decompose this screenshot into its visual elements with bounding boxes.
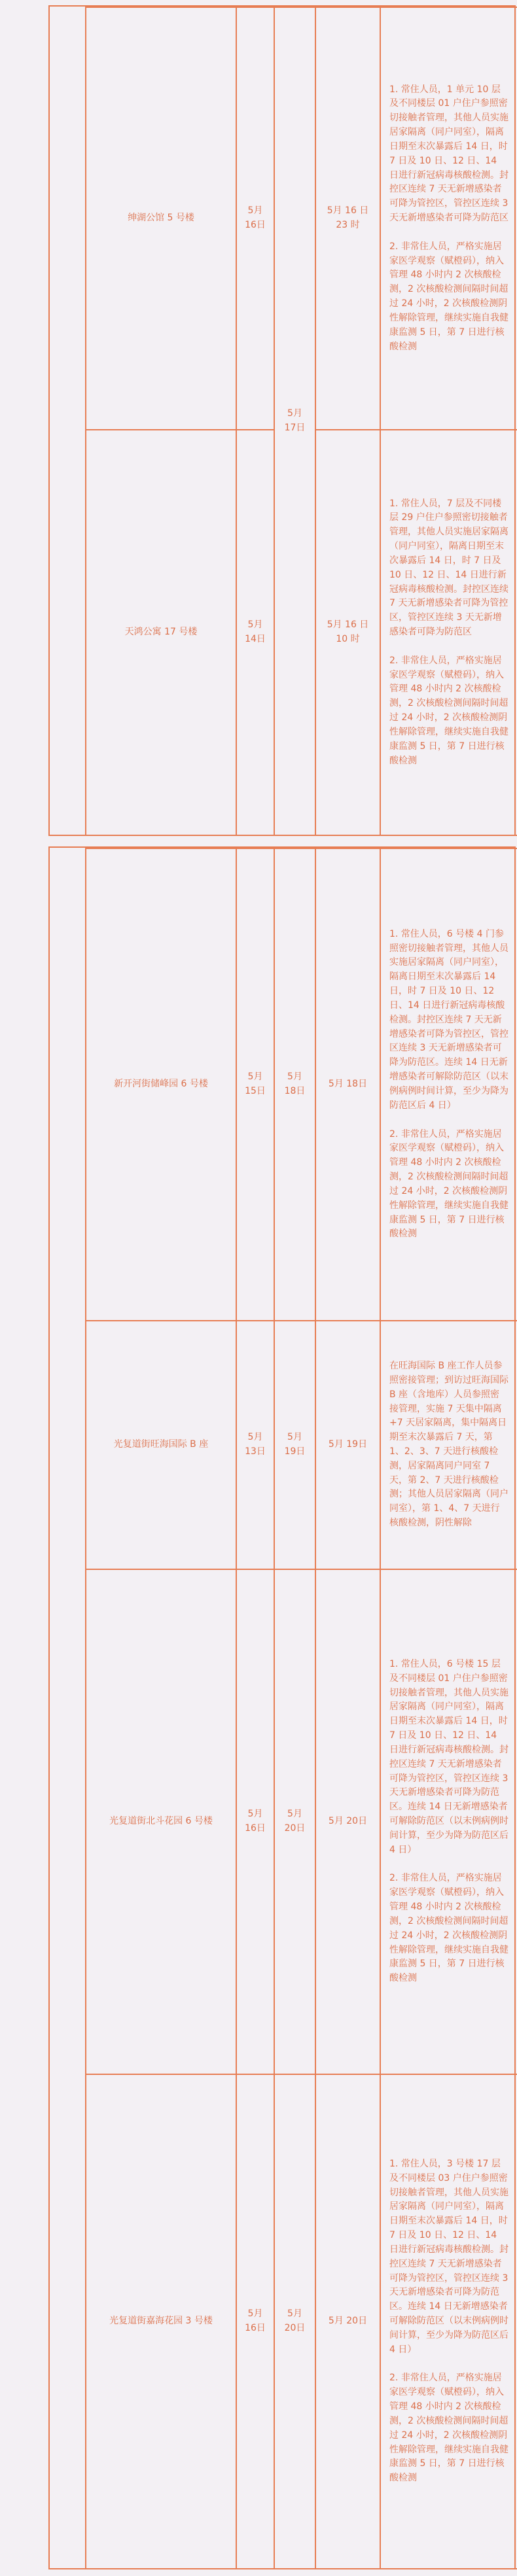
measure-paragraph: 1. 常住人员，7 层及不同楼层 29 户住户参照密切接触者管理，其他人员实施居家隔离（同户同室），隔离日期至末次暴露后 14 日，时 7 日及 10 日、12 日、14 日进行新冠病毒核酸检测。封控区连续 7 天无新增感染者可降为管控区，管控区连续 3 天无新增感染者可降为防范区	[389, 498, 508, 637]
date-cell: 5月 15日	[236, 848, 274, 1321]
date-cell: 5月 14日	[236, 430, 274, 835]
time-cell: 5月 16 日 23 时	[315, 7, 380, 430]
measure-paragraph: 2. 非常住人员，严格实施居家医学观察（赋橙码），纳入管理 48 小时内 2 次核酸检测，2 次核酸检测间隔时间超过 24 小时，2 次核酸检测阴性解除管理，继续实施自我健康监测 5 日，第 7 日进行核酸检测	[389, 1873, 508, 1984]
location-cell: 光复道街北斗花园 6 号楼	[86, 1569, 236, 2074]
date-cell: 5月 16日	[236, 1569, 274, 2074]
table-row	[86, 7, 517, 430]
time-cell: 5月 20日	[315, 2074, 380, 2569]
table-row	[86, 2074, 517, 2569]
table-row	[86, 1569, 517, 2074]
measure-paragraph: 1. 常住人员，1 单元 10 层及不同楼层 01 户住户参照密切接触者管理，其他人员实施居家隔离（同户同室），隔离日期至末次暴露后 14 日，时 7 日及 10 日、12 日、14 日进行新冠病毒核酸检测。封控区连续 7 天无新增感染者可降为管控区，管控区连续 3 天无新增感染者可降为防范区	[389, 84, 508, 223]
date-cell: 5月 20日	[274, 1569, 315, 2074]
shared-date-cell: 5月 17日	[274, 7, 315, 835]
location-cell: 新开河街储峰园 6 号楼	[86, 848, 236, 1321]
table-row	[86, 848, 517, 1321]
measures-cell	[380, 1321, 517, 1569]
measures-cell	[380, 1569, 517, 2074]
location-cell: 天鸿公寓 17 号楼	[86, 430, 236, 835]
district-table-hebei	[48, 846, 516, 2569]
measures-cell	[380, 430, 517, 835]
time-cell: 5月 18日	[315, 848, 380, 1321]
date-cell: 5月 18日	[274, 848, 315, 1321]
measure-paragraph: 2. 非常住人员，严格实施居家医学观察（赋橙码），纳入管理 48 小时内 2 次核酸检测，2 次核酸检测间隔时间超过 24 小时，2 次核酸检测阴性解除管理，继续实施自我健康监测 5 日，第 7 日进行核酸检测	[389, 2373, 508, 2484]
measure-paragraph: 2. 非常住人员，严格实施居家医学观察（赋橙码），纳入管理 48 小时内 2 次核酸检测，2 次核酸检测间隔时间超过 24 小时，2 次核酸检测阴性解除管理，继续实施自我健康监测 5 日，第 7 日进行核酸检测	[389, 655, 508, 766]
date-cell: 5月 20日	[274, 2074, 315, 2569]
time-cell: 5月 16 日 10 时	[315, 430, 380, 835]
measure-paragraph: 1. 常住人员，6 号楼 15 层及不同楼层 01 户住户参照密切接触者管理，其他人员实施居家隔离（同户同室），隔离日期至末次暴露后 14 日，时 7 日及 10 日、12 日、14 日进行新冠病毒核酸检测。封控区连续 7 天无新增感染者可降为管控区，管控区连续 3 天无新增感染者可降为防范区。连续 14 日无新增感染者可解除防范区（以末例病例时间计算，至少为降为防范区后 4 日）	[389, 1658, 508, 1855]
date-cell: 5月 19日	[274, 1321, 315, 1569]
measure-paragraph: 2. 非常住人员，严格实施居家医学观察（赋橙码），纳入管理 48 小时内 2 次核酸检测，2 次核酸检测间隔时间超过 24 小时，2 次核酸检测阴性解除管理，继续实施自我健康监测 5 日，第 7 日进行核酸检测	[389, 1128, 508, 1240]
date-cell: 5月 13日	[236, 1321, 274, 1569]
measure-paragraph: 2. 非常住人员，严格实施居家医学观察（赋橙码），纳入管理 48 小时内 2 次核酸检测，2 次核酸检测间隔时间超过 24 小时，2 次核酸检测阴性解除管理，继续实施自我健康监测 5 日，第 7 日进行核酸检测	[389, 241, 508, 352]
date-cell: 5月 16日	[236, 7, 274, 430]
location-cell: 光复道街旺海国际 B 座	[86, 1321, 236, 1569]
measures-cell	[380, 848, 517, 1321]
measures-cell	[380, 2074, 517, 2569]
time-cell: 5月 19日	[315, 1321, 380, 1569]
location-cell: 绅湖公馆 5 号楼	[86, 7, 236, 430]
time-cell: 5月 20日	[315, 1569, 380, 2074]
table-row	[86, 1321, 517, 1569]
measure-paragraph: 在旺海国际 B 座工作人员参照密接管理；到访过旺海国际 B 座（含地库）人员参照密接管理，实施 7 天集中隔离 +7 天居家隔离，集中隔离日期至末次暴露后 7 天，第 1、2、3、7 天进行核酸检测，居家隔离同户同室 7 天，第 2、7 天进行核酸检测；其他人员居家隔离（同户同室），第 1、4、7 天进行核酸检测，阴性解除	[389, 1361, 508, 1529]
measures-cell	[380, 7, 517, 430]
date-cell: 5月 16日	[236, 2074, 274, 2569]
location-cell: 光复道街嘉海花园 3 号楼	[86, 2074, 236, 2569]
measure-paragraph: 1. 常住人员，3 号楼 17 层及不同楼层 03 户住户参照密切接触者管理，其他人员实施居家隔离（同户同室），隔离日期至末次暴露后 14 日，时 7 日及 10 日、12 日、14 日进行新冠病毒核酸检测。封控区连续 7 天无新增感染者可降为管控区，管控区连续 3 天无新增感染者可降为防范区。连续 14 日无新增感染者可解除防范区（以末例病例时间计算，至少为降为防范区后 4 日）	[389, 2158, 508, 2355]
district-table-binhai	[48, 5, 516, 836]
measure-paragraph: 1. 常住人员，6 号楼 4 门参照密切接触者管理，其他人员实施居家隔离（同户同室），隔离日期至末次暴露后 14 日，时 7 日及 10 日、12 日、14 日进行新冠病毒核酸检测。封控区连续 7 天无新增感染者可降为管控区，管控区连续 3 天无新增感染者可降为防范区。连续 14 日无新增感染者可解除防范区（以末例病例时间计算，至少为降为防范区后 4 日）	[389, 928, 508, 1111]
